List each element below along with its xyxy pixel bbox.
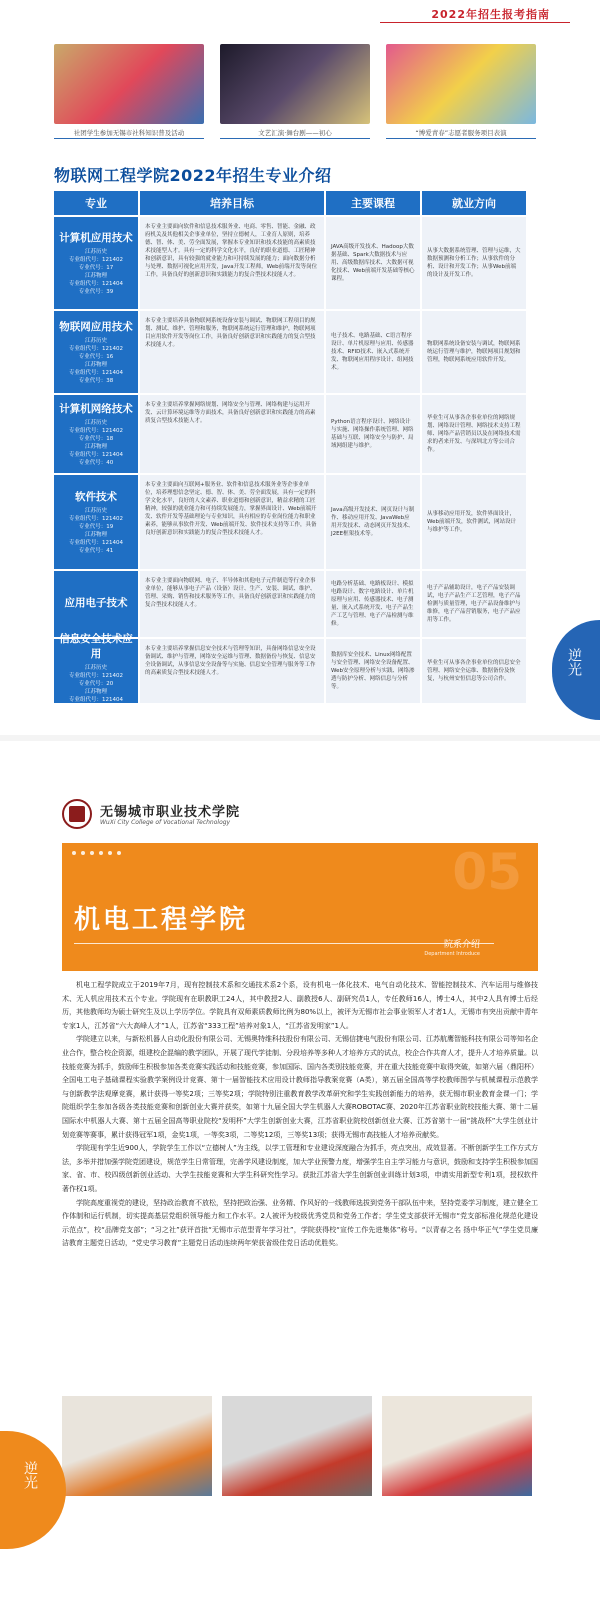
section-title: 物联网工程学院2022年招生专业介绍 xyxy=(54,166,332,185)
meta-line: 江苏历史 xyxy=(84,420,107,426)
major-codes xyxy=(69,507,123,555)
meta-line: 专业代号：20 xyxy=(78,680,114,687)
major-codes xyxy=(69,419,123,467)
school-logo-icon xyxy=(62,799,92,829)
courses-cell: Python语言程序设计、网络设计与实施、网络操作系统管理、网络基础与互联、网络安全与防护、局域网组建与维护。 xyxy=(326,395,422,473)
banner-dots xyxy=(72,851,121,855)
caption-divider xyxy=(220,138,370,139)
header-career: 就业方向 xyxy=(422,191,528,215)
courses-cell: 电子技术、电路基础、C语言程序设计、单片机原理与应用、传感器技术、RFID技术、嵌入式系统开发、物联网应用程序设计、组网技术。 xyxy=(326,311,422,393)
meta-line: 专业组代号：121402 xyxy=(69,346,123,352)
photo-image xyxy=(222,1396,372,1496)
meta-line: 专业组代号：121404 xyxy=(69,696,123,703)
meta-line: 专业代号：40 xyxy=(78,460,114,466)
seal-decoration xyxy=(552,620,600,720)
caption-divider xyxy=(386,138,536,139)
meta-line: 专业组代号：121402 xyxy=(69,428,123,434)
seal-mark: 逆光 xyxy=(566,648,582,676)
meta-line: 专业代号：38 xyxy=(78,378,114,384)
meta-line: 专业代号：42 xyxy=(78,704,114,711)
table-row xyxy=(54,632,528,711)
intro-label-en: Department Introduce xyxy=(424,951,480,957)
goal-cell: 本专业主要培养掌握网络规划、网络安全与管理、网络构建与运用开发、云计算环境运维等方面技术，具备良好创新意识和实践能力的高素质复合型技术技能人才。 xyxy=(140,395,326,473)
major-codes xyxy=(69,248,123,296)
meta-line: 专业代号：18 xyxy=(78,436,114,442)
photo-1-image xyxy=(54,44,204,124)
major-cell xyxy=(54,311,140,393)
career-cell: 物联网系统设备安装与调试，物联网系统运行管理与维护，物联网项目规划和管理，物联网系统应用软件开发。 xyxy=(422,311,528,393)
photo-image xyxy=(382,1396,532,1496)
major-name: 软件技术 xyxy=(75,491,117,503)
seal-decoration xyxy=(0,1431,66,1549)
guide-header: 2022年招生报考指南 xyxy=(431,8,550,21)
meta-line: 江苏历史 xyxy=(84,249,107,255)
goal-cell: 本专业主要面向软件和信息技术服务业、电商、零售、智能、金融、政府机关及其他相关企事业单位，坚持立德树人，工业育人原则，培养德、智、体、美、劳全面发展，掌握本专业知识和技术技能的高素质技术技能型人才。具有一定的科学文化水平，良好的职业道德、工匠精神和创新意识，具有较强的就业能力和可持续发展的能力；面向数据分析与处理、数据可视化应用开发，Java开发工程师，Web前端开发等岗位工作，具备良好的创新意识和实践能力的复合型技术技能人才。 xyxy=(140,217,326,309)
meta-line: 江苏物理 xyxy=(84,444,107,450)
major-name: 应用电子技术 xyxy=(64,597,128,609)
table-header xyxy=(54,191,528,215)
header-major: 专业 xyxy=(54,191,140,215)
meta-line: 专业组代号：121404 xyxy=(69,281,123,287)
major-cell xyxy=(54,395,140,473)
major-codes xyxy=(69,337,123,385)
meta-line: 专业组代号：121404 xyxy=(69,452,123,458)
major-cell xyxy=(54,475,140,569)
banner-underline xyxy=(74,943,494,944)
meta-line: 江苏物理 xyxy=(84,362,107,368)
seal-mark: 逆光 xyxy=(22,1461,38,1489)
chapter-number: 05 xyxy=(452,843,522,901)
meta-line: 江苏物理 xyxy=(84,273,107,279)
photo-3-image xyxy=(386,44,536,124)
meta-line: 江苏历史 xyxy=(84,508,107,514)
table-row xyxy=(54,473,528,569)
meta-line: 专业组代号：121404 xyxy=(69,370,123,376)
school-name: 无锡城市职业技术学院 xyxy=(100,805,241,820)
meta-line: 专业代号：39 xyxy=(78,289,114,295)
photo-workshop-1 xyxy=(62,1396,212,1496)
table-row xyxy=(54,569,528,637)
major-name: 物联网应用技术 xyxy=(59,321,133,333)
major-cell xyxy=(54,571,140,637)
college-title: 机电工程学院 xyxy=(74,905,249,935)
guide-line xyxy=(380,22,570,23)
courses-cell: JAVA高级开发技术、Hadoop大数据基础、Spark大数据技术与应用、高级数据库技术、大数据可视化技术、Web前端开发基础等核心课程。 xyxy=(326,217,422,309)
photo-1 xyxy=(54,44,204,124)
courses-cell: 电路分析基础、电路板设计、模拟电路设计、数字电路设计、单片机原理与应用、传感器技术、电子测量、嵌入式系统开发、电子产品生产工艺与管理、电子产品检测与维修。 xyxy=(326,571,422,637)
meta-line: 江苏历史 xyxy=(84,664,107,671)
table-row xyxy=(54,215,528,309)
photo-workshop-2 xyxy=(222,1396,372,1496)
career-cell: 毕业生可从事各企事业单位的网络规划、网络设计管理、网络技术支持工程师、网络产品营销员以及在网络技术需求的者来开发、与深圳北方等公司合作。 xyxy=(422,395,528,473)
major-cell xyxy=(54,632,140,711)
photo-3 xyxy=(386,44,536,124)
header-goal: 培养目标 xyxy=(140,191,326,215)
header-courses: 主要课程 xyxy=(326,191,422,215)
meta-line: 江苏物理 xyxy=(84,688,107,695)
major-codes xyxy=(69,664,123,712)
goal-cell: 本专业主要培养具备物联网系统设备安装与调试、物联网工程项目的规划、测试、维护、管理和服务，物联网系统运行管理和维护，物联网项目应用软件开发等岗位工作，具备良好创新意识和实践能力的复合型技术技能人才。 xyxy=(140,311,326,393)
photo-caption: “博爱青春”志愿者服务项目表演 xyxy=(415,129,507,137)
meta-line: 专业代号：16 xyxy=(78,354,114,360)
meta-line: 专业代号：19 xyxy=(78,524,114,530)
meta-line: 专业组代号：121402 xyxy=(69,672,123,679)
goal-cell: 本专业主要培养掌握信息安全技术与管理等知识，具备网络信息安全设备调试、维护与管理，网络安全运维与管理、数据备份与恢复、信息安全设备调试，从事信息安全设备等与实施、信息安全管理与服务等工作的高素质复合型技术技能人才。 xyxy=(140,639,326,703)
college-introduction xyxy=(62,979,538,1251)
meta-line: 专业代号：17 xyxy=(78,265,114,271)
courses-cell: 数据库安全技术、Linux网络配置与安全管理、网络安全设备配置、Web安全原理分析与实践、网络渗透与防护分析、网络信息与分析等。 xyxy=(326,639,422,703)
meta-line: 专业组代号：121402 xyxy=(69,516,123,522)
major-name: 计算机网络技术 xyxy=(59,403,133,415)
college-banner xyxy=(62,843,538,971)
photo-image xyxy=(62,1396,212,1496)
courses-cell: Java高级开发技术、网页设计与制作、移动应用开发、JavaWeb应用开发技术、动态网页开发技术、J2EE框架技术等。 xyxy=(326,475,422,569)
photo-caption: 文艺汇演·舞台剧——初心 xyxy=(258,129,332,137)
major-name: 信息安全技术应用 xyxy=(59,632,133,660)
paragraph: 学院现有学生近900人，学院学生工作以“立德树人”为主线，以学工管理和专业建设深度融合为抓手，亮点突出，成效显著。不断创新学生工作方式方法，多举并措加强学院党团建设，规范学生日常管理，完善学风建设制度，加大学业预警力度，增强学生自主学习能力与意识，鼓励和支持学生积极参加国家、省、市、校四级创新创业活动、大学生技能竞赛和大学生科研究性学习。获批江苏省大学生创新创业训练计划3项，申请实用新型专利1项，授权软件著作权1项。 xyxy=(62,1144,538,1193)
intro-label: 院系介绍 xyxy=(443,940,480,950)
caption-divider xyxy=(54,138,204,139)
major-name: 计算机应用技术 xyxy=(59,232,133,244)
meta-line: 江苏物理 xyxy=(84,532,107,538)
meta-line: 专业组代号：121402 xyxy=(69,257,123,263)
career-cell: 从事移动应用开发，软件界面设计，Web前端开发，软件测试，网站设计与维护等工作。 xyxy=(422,475,528,569)
page-2 xyxy=(0,735,600,1603)
meta-line: 专业代号：41 xyxy=(78,548,114,554)
photo-2 xyxy=(220,44,370,124)
photo-workshop-3 xyxy=(382,1396,532,1496)
table-row xyxy=(54,393,528,473)
page-1 xyxy=(0,0,600,735)
career-cell: 电子产品辅助设计，电子产品安装调试，电子产品生产工艺管理，电子产品检测与质量管理，电子产品设备维护与维修，电子产品营销服务，电子产品应用等工作。 xyxy=(422,571,528,637)
paragraph: 机电工程学院成立于2019年7月，现有控制技术系和交通技术系2个系，设有机电一体化技术、电气自动化技术、智能控制技术、汽车运用与维修技术、无人机应用技术五个专业。学院现有在职教职工24人，其中教授2人、副教授6人、副研究员1人，专任教师16人，博士4人，其中2人具有博士后经历，其他教师均为硕士研究生及以上学历学位。学院具有双师素质教师比例为80%以上，被评为无锡市社会事业领军人才者1人，无锡市有突出贡献中青年专家1人，江苏省“六大高峰人才”1人，江苏省“333工程”培养对象1人，“江苏省发明家”1人。 xyxy=(62,981,538,1030)
goal-cell: 本专业主要面向物联网、电子、半导体和其他电子元件制造等行业企事业单位，能够从事电子产品（设备）设计、生产、安装、调试、维护、管理、采购、销售和技术服务等工作，具备良好创新意识和实践能力的复合型技术技能人才。 xyxy=(140,571,326,637)
career-cell: 从事大数据系统管理、管理与运维，大数据预测和分析工作；从事软件的分析、设计和开发工作；从事Web前端的设计及开发工作。 xyxy=(422,217,528,309)
paragraph: 学院建立以来，与新松机器人自动化股份有限公司、无锡奥特维科技股份有限公司、无锡信捷电气股份有限公司、江苏航鹰智能科技有限公司等知名企业合作，整合校企资源，组建校企混编的教学团队，开展了现代学徒制、分段培养等多种人才培养方式的试点，校企合作共育人才，提升人才培养质量。以技能竞赛为抓手，鼓励师生积极参加各类竞赛实践活动和技能竞赛，参加国际、国内各类别技能竞赛，并在重大技能竞赛中取得突破，如第六届（鼎阳杯）全国电工电子基础课程实验教学案例设计竞赛、第十一届智能技术应用设计教师指导教案竞赛（A类），第五届全国高等学校教师图学与机械课程示范教学与创新教学法观摩竞赛，累计获得一等奖2项；三等奖2项；学院特别注重教育教学改革研究和学生实践创新能力的培养，获无锡市职业教育金课一门；学院组织学生参加各级各类技能竞赛和创新创业大赛并获奖，如第十九届全国大学生机器人大赛ROBOTAC赛、2020年江苏省职业院校技能大赛、第十二届国际水中机器人大赛、第十五届全国高等职业院校“发明杯”大学生创新创业大赛，江苏省职业院校创新创业大赛、江苏省第十一届“挑战杯”大学生创业计划竞赛等赛事，累计获得冠军1项，金奖1项，一等奖3项，二等奖12项，三等奖13项；获得无锡市高技能人才培养贡献奖。 xyxy=(62,1035,538,1139)
meta-line: 专业组代号：121404 xyxy=(69,540,123,546)
major-cell xyxy=(54,217,140,309)
table-row xyxy=(54,309,528,393)
paragraph: 学院高度重视党的建设，坚持政治教育不放松，坚持把政治强、业务精、作风好的一线教师选拔到党务干部队伍中来，坚持党委学习制度，建立健全工作体制和运行机制，切实提高基层党组织领导能力和工作水平。2人被评为校级优秀党员和党务工作者；学生党支部获评无锡市“党支部标准化规范化建设示范点”，校“品牌党支部”；“习之社”获评首批“无锡市示范型青年学习社”，学院获得校“宣传工作先进集体”称号。“以青春之名 扬中华正气”学生党员廉洁教育主题党日活动，“党史学习教育”主题党日活动连续两年荣获省级佳党日活动优胜奖。 xyxy=(62,1198,538,1248)
school-name-en: WuXi City College of Vocational Technology xyxy=(100,819,231,826)
goal-cell: 本专业主要面向互联网+服务业、软件和信息技术服务业等企事业单位，培养理想信念坚定、德、智、体、美、劳全面发展，具有一定的科学文化水平，良好的人文素养、职业道德和创新意识，精益求精的工匠精神，较强的就业能力和可持续发展能力，掌握界面设计、Web前端开发、软件开发等基础理论与专业知识，具有相应的专业岗位能力和职业素养，能够从事软件开发、Web前端开发、软件技术支持等工作，具备良好创新意识和实践能力的复合型技术技能人才。 xyxy=(140,475,326,569)
career-cell: 毕业生可从事各企事业单位的信息安全管理、网络安全运维、数据备份及恢复，与杭州安恒信息等公司合作。 xyxy=(422,639,528,703)
majors-table xyxy=(54,191,528,711)
meta-line: 江苏历史 xyxy=(84,338,107,344)
photo-2-image xyxy=(220,44,370,124)
photo-caption: 社团学生参加无锡市社科知识普及活动 xyxy=(73,129,185,137)
